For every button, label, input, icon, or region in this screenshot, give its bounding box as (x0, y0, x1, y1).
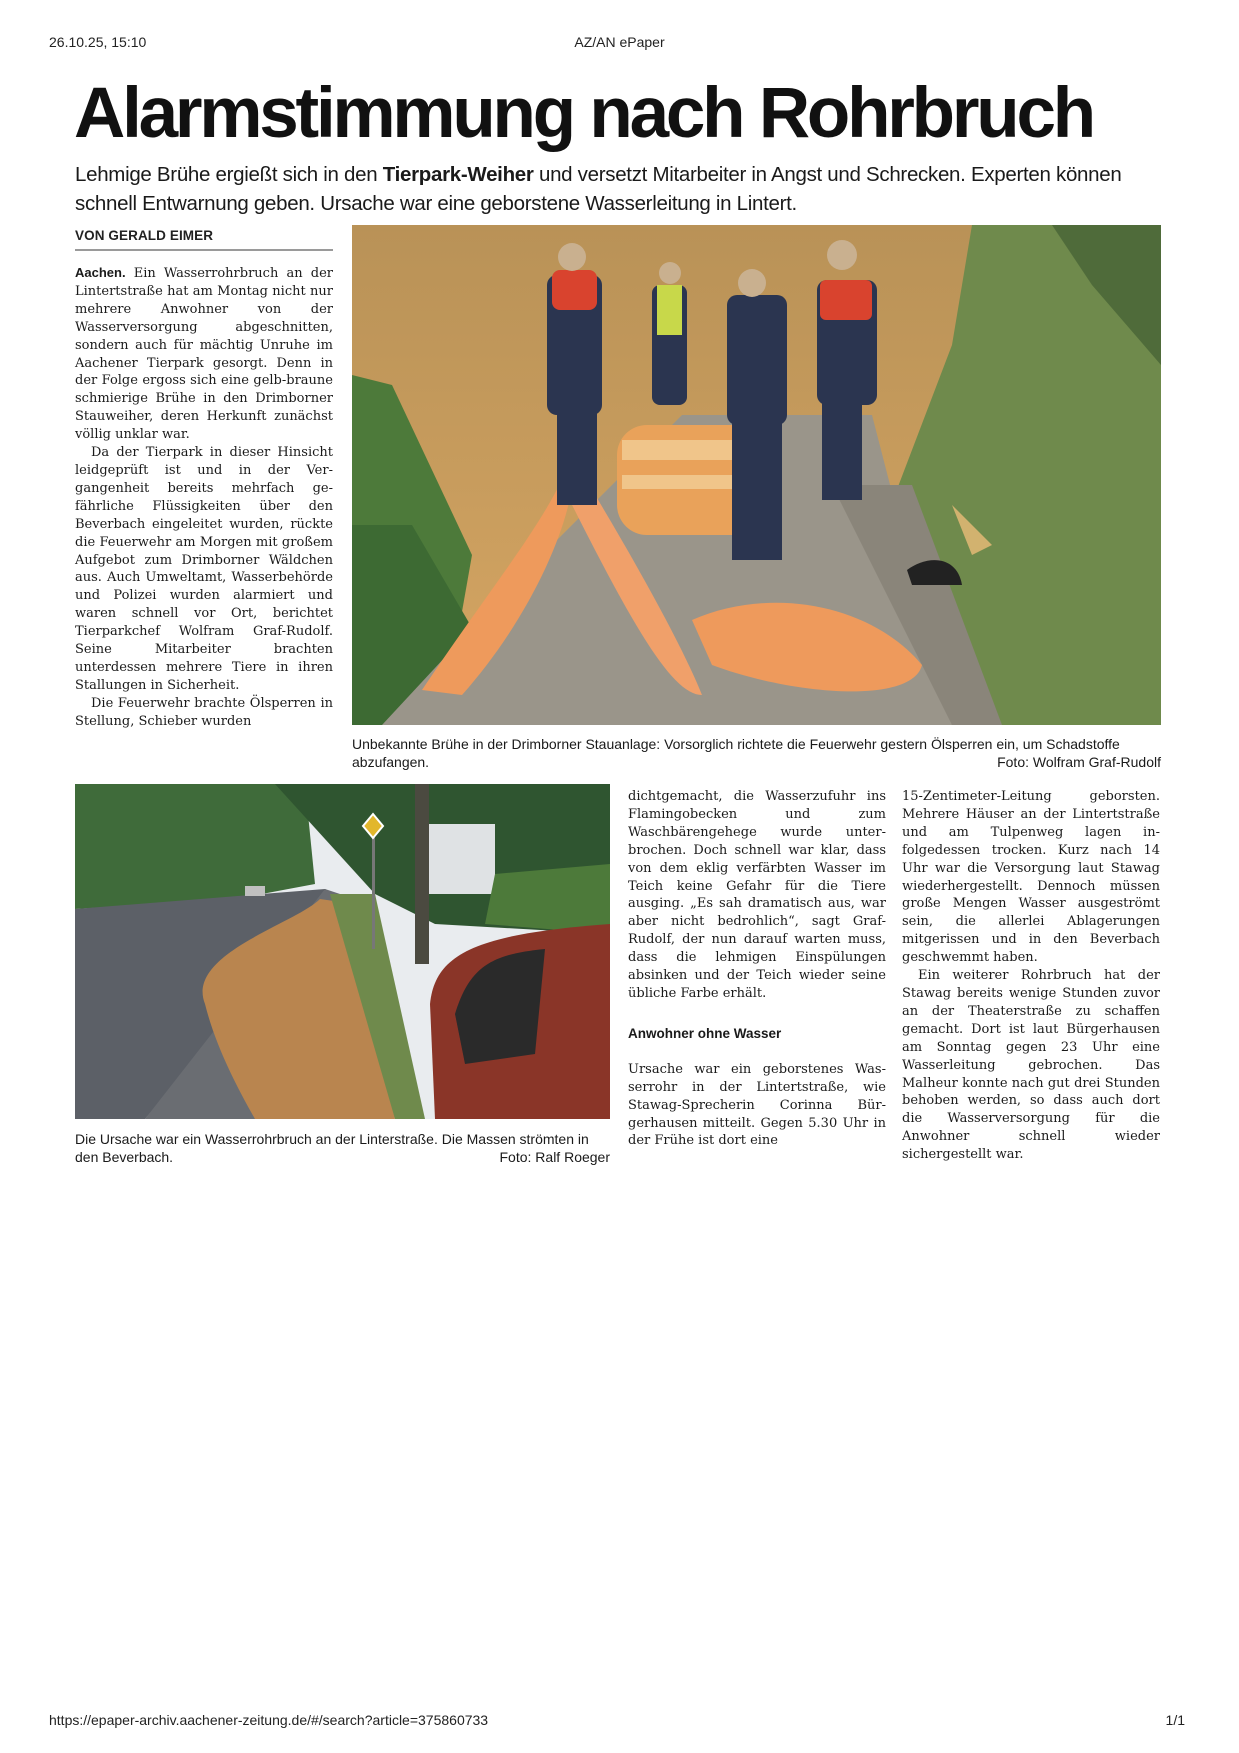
photo-credit: Foto: Ralf Roeger (499, 1149, 610, 1165)
print-footer-url: https://epaper-archiv.aachener-zeitung.de/#/search?article=375860733 (49, 1712, 489, 1728)
paragraph: 15-Zentimeter-Leitung geborsten. Mehrere Häuser an der Lintertstraße und am Tulpenweg lagen infolgedessen trocken. Kurz nach 14 Uhr war die Versorgung laut Stawag wiederhergestellt. Dennoch müssen große Mengen Wasser ausgeströmt sein, die allerlei Ablagerungen mitgerissen und in den Beverbach geschwemmt haben. (902, 789, 1160, 966)
subheading: Anwohner ohne Wasser (628, 1025, 782, 1041)
photo-street-illustration (75, 784, 610, 1119)
paragraph: Da der Tierpark in dieser Hinsicht leidgeprüft ist und in der Vergangenheit bereits mehrfach gefährliche Flüssigkeiten über den Beverbach eingeleitet wurden, rückte die Feuerwehr am Morgen mit großem Aufgebot zum Drimborner Wäldchen aus. Auch Umweltamt, Wasserbehörde und Polizei wurden alarmiert und waren schnell vor Ort, berichtet Tierparkchef Wolfram Graf-Rudolf. Seine Mitarbeiter brachten unterdessen mehrere Tiere in ihren Stallungen in Sicherheit. (75, 445, 333, 693)
article-column-3 (902, 788, 1160, 1164)
article-column-1 (75, 264, 333, 731)
photo-firefighters-illustration (352, 225, 1161, 725)
paragraph: Ein weiterer Rohrbruch hat der Stawag bereits wenige Stunden zuvor an der Theaterstraße zu schaffen gemacht. Dort ist laut Bürgerhausen am Sonntag gegen 23 Uhr eine Wasserleitung gebrochen. Das Malheur konnte nach gut drei Stunden behoben werden, so dass auch dort die Wasserversorgung für die Anwohner schnell wieder sichergestellt war. (902, 968, 1160, 1163)
caption-text: Die Ursache war ein Wasserrohrbruch an der Linterstraße. Die Massen strömten in den Beverbach. (75, 1131, 589, 1165)
paragraph: Die Feuerwehr brachte Ölsperren in Stellung, Schieber wurden (75, 695, 333, 729)
print-header-title: AZ/AN ePaper (574, 34, 665, 50)
article-dek (75, 160, 1165, 218)
photo-caption-1 (352, 735, 1161, 771)
photo-credit: Foto: Wolfram Graf-Rudolf (997, 754, 1161, 770)
photo-flooded-street (75, 784, 610, 1119)
paragraph (75, 264, 333, 444)
paragraph-text: Ein Wasserrohrbruch an der Lintertstraße hat am Montag nicht nur mehrere Anwohner von der Wasserversorgung abgeschnitten, sondern auch für mächtig Unruhe im Aachener Tierpark gesorgt. Denn in der Folge ergoss sich eine gelb-braune schmierige Brühe in den Drimborner Stauweiher, deren Herkunft zunächst völlig unklar war. (75, 266, 333, 443)
paragraph: Ursache war ein geborstenes Wasserrohr in der Lintertstraße, wie Stawag-Sprecherin Corinna Bürgerhausen mitteilt. Gegen 5.30 Uhr in der Frühe ist dort eine (628, 1061, 886, 1149)
dek-highlight: Tierpark-Weiher (382, 163, 534, 186)
article-column-2 (628, 788, 886, 1150)
dek-text-2: und versetzt Mitarbeiter in Angst und Schrecken. Experten können schnell Entwarnung geben. Ursache war eine geborstene Wasserleitung in Lintert. (75, 163, 1122, 215)
paragraph: dichtgemacht, die Wasserzufuhr ins Flamingobecken und zum Waschbärengehege wurde unterbrochen. Doch schnell war klar, dass von dem eklig verfärbten Wasser im Teich keine Gefahr für die Tiere ausging. „Es sah dramatisch aus, war aber nicht bedrohlich“, sagt Graf-Rudolf, der nun darauf warten muss, dass die lehmigen Einspülungen absinken und der Teich wieder seine übliche Farbe erhält. (628, 789, 886, 1001)
print-header-datetime: 26.10.25, 15:10 (49, 34, 147, 50)
article-headline: Alarmstimmung nach Rohrbruch (74, 74, 1093, 153)
dek-text-1: Lehmige Brühe ergießt sich in den (75, 163, 383, 186)
caption-text: Unbekannte Brühe in der Drimborner Stauanlage: Vorsorglich richtete die Feuerwehr gestern Ölsperren ein, um Schadstoffe abzufangen. (352, 736, 1120, 770)
byline: VON GERALD EIMER (75, 228, 333, 251)
photo-firefighters-oil-boom (352, 225, 1161, 725)
print-footer-page-number: 1/1 (1165, 1712, 1185, 1728)
photo-caption-2 (75, 1130, 610, 1166)
dateline: Aachen. (75, 265, 126, 280)
